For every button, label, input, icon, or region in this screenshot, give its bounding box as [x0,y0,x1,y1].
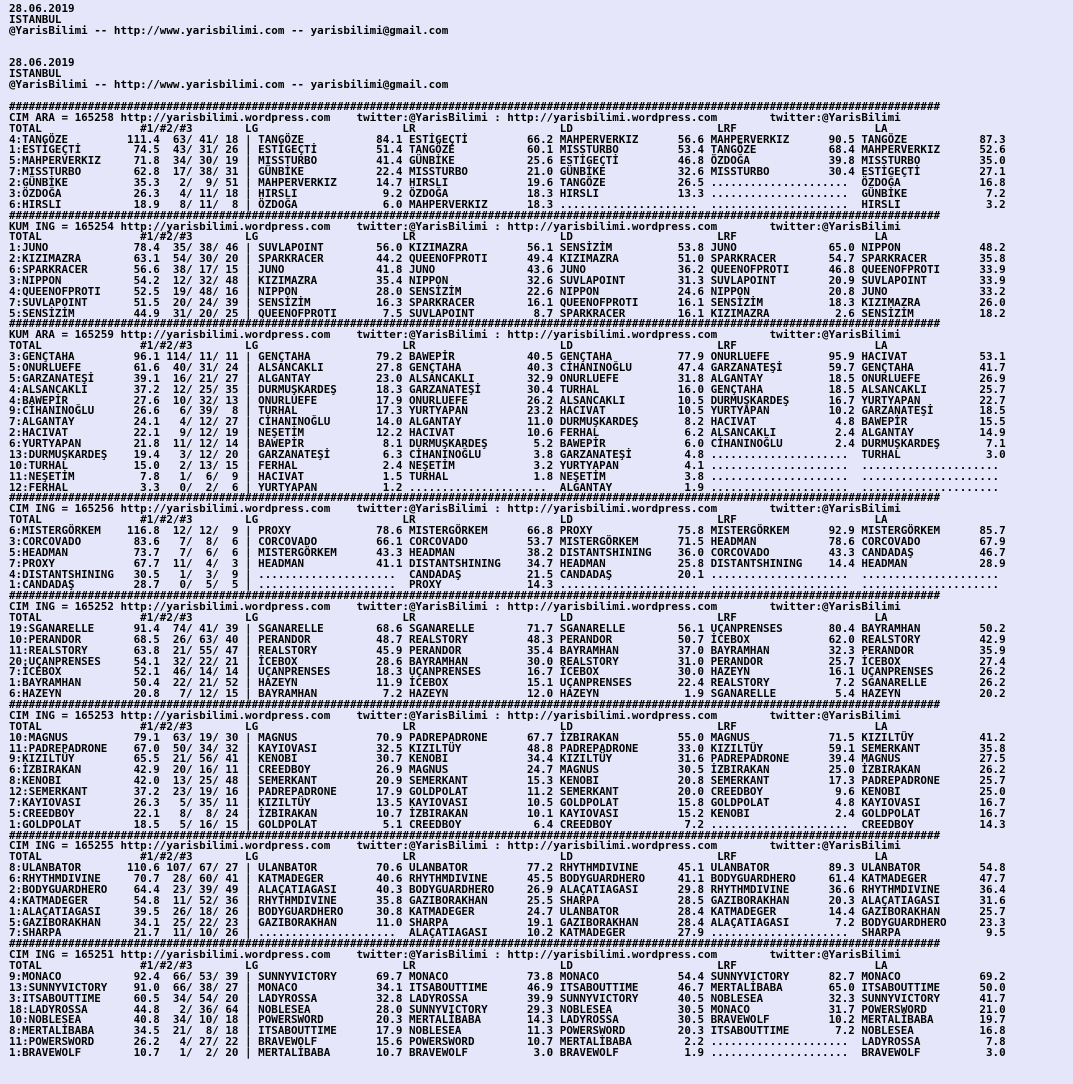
separator-line: ############################################################################################################################################## [9,208,941,222]
result-row: 8:ULANBATOR 110.6 107/ 67/ 27 | ULANBATOR 70.6 ULANBATOR 77.2 RHYTHMDIVINE 45.1 ULANBATOR 89.3 ULANBATOR 54.8 [9,861,1006,875]
column-header: TOTAL #1/#2/#3 LG LR LD LRF LA [9,121,888,135]
result-row: 2:HACIVAT 22.1 9/ 12/ 19 | NEŞETİM 12.2 HACIVAT 10.6 FERHAL 6.2 ALSANCAKLI 2.4 ALGANTAY 14.9 [9,426,1006,440]
result-row: 5:MAHPERVERKIZ 71.8 34/ 30/ 19 | MISSTURBO 41.4 GÜNBİKE 25.6 ESTİGEÇTİ 46.8 ÖZDOĞA 39.8 MISSTURBO 35.0 [9,154,1006,168]
result-row: 4:ALSANCAKLI 37.2 12/ 25/ 35 | DURMUŞKARDEŞ 18.3 GARZANATEŞİ 30.4 TURHAL 16.0 GENÇTAHA 18.5 ALSANCAKLI 25.7 [9,382,1006,396]
separator-line: ############################################################################################################################################## [9,99,941,113]
result-row: 19:SGANARELLE 91.4 74/ 41/ 39 | SGANARELLE 68.6 SGANARELLE 71.7 SGANARELLE 56.1 UÇANPRENSES 80.4 BAYRAMHAN 50.2 [9,621,1006,635]
result-row: 4:DISTANTSHINING 30.5 1/ 3/ 9 | ..................... CANDADAŞ 21.5 CANDADAŞ 20.1 ..................... ..................... [9,567,1000,581]
result-row: 13:DURMUŞKARDEŞ 19.4 3/ 12/ 20 | GARZANATEŞİ 6.3 CİHANINOĞLU 3.8 GARZANATEŞİ 4.8 ..................... TURHAL 3.0 [9,447,1006,461]
result-row: 10:TURHAL 15.0 2/ 13/ 15 | FERHAL 2.4 NEŞETİM 3.2 YURTYAPAN 4.1 ..................... ..................... [9,458,1000,472]
separator-line: ############################################################################################################################################## [9,828,941,842]
header-line: ISTANBUL [9,67,62,81]
result-row: 6:SPARKRACER 56.6 38/ 17/ 15 | JUNO 41.8 JUNO 43.6 JUNO 36.2 QUEENOFPROTI 46.8 QUEENOFPROTI 33.9 [9,263,1006,276]
header-line: 28.06.2019 [9,2,75,15]
race-title: CIM ING = 165252 http://yarisbilimi.wordpress.com twitter:@YarisBilimi : http://yarisbilimi.wordpress.com twitter:@YarisBilimi [9,600,901,614]
result-row: 2:KIZIMAZRA 63.1 54/ 30/ 20 | SPARKRACER 44.2 QUEENOFPROTI 49.4 KIZIMAZRA 51.0 SPARKRACER 54.7 SPARKRACER 35.8 [9,252,1006,266]
result-row: 1:JUNO 78.4 35/ 38/ 46 | SUVLAPOINT 56.0 KIZIMAZRA 56.1 SENSİZİM 53.8 JUNO 65.0 NIPPON 48.2 [9,241,1006,255]
result-row: 6:MISTERGÖRKEM 116.8 12/ 12/ 9 | PROXY 78.6 MISTERGÖRKEM 66.8 PROXY 75.8 MISTERGÖRKEM 92.9 MISTERGÖRKEM 85.7 [9,524,1006,537]
result-row: 5:ONURLUEFE 61.6 40/ 31/ 24 | ALSANCAKLI 27.8 GENÇTAHA 40.3 CİHANINOĞLU 47.4 GARZANATEŞİ 59.7 GENÇTAHA 41.7 [9,360,1006,374]
column-header: TOTAL #1/#2/#3 LG LR LD LRF LA [9,339,888,353]
result-row: 8:KENOBI 42.0 13/ 25/ 48 | SEMERKANT 20.9 SEMERKANT 15.3 KENOBI 20.8 SEMERKANT 17.3 PADREPADRONE 25.7 [9,774,1006,788]
blank-line [9,37,1006,48]
result-row: 1:ALAÇATIAGASI 39.5 26/ 18/ 26 | BODYGUARDHERO 30.8 KATMADEGER 24.7 ULANBATOR 28.4 KATMADEGER 14.4 GAZIBORAKHAN 25.7 [9,904,1006,918]
result-row: 5:HEADMAN 73.7 7/ 6/ 6 | MISTERGÖRKEM 43.3 HEADMAN 38.2 DISTANTSHINING 36.0 CORCOVADO 43.3 CANDADAŞ 46.7 [9,545,1006,559]
result-row: 7:SUVLAPOINT 51.5 20/ 24/ 39 | SENSİZİM 16.3 SPARKRACER 16.1 QUEENOFPROTI 16.1 SENSİZİM 18.3 KIZIMAZRA 26.0 [9,295,1006,309]
result-row: 7:İCEBOX 52.1 46/ 14/ 14 | UÇANPRENSES 18.3 UÇANPRENSES 16.7 İCEBOX 30.0 HAZEYN 16.1 UÇANPRENSES 26.2 [9,665,1006,679]
result-row: 18:LADYROSSA 44.8 2/ 36/ 64 | NOBLESEA 28.0 SUNNYVICTORY 29.3 NOBLESEA 30.5 MONACO 31.7 POWERSWORD 21.0 [9,1002,1006,1016]
result-row: 10:MAGNUS 79.1 63/ 19/ 30 | MAGNUS 70.9 PADREPADRONE 67.7 İZBIRAKAN 55.0 MAGNUS 71.5 KIZILTÜY 41.2 [9,730,1006,744]
separator-line: ############################################################################################################################################## [9,698,941,711]
column-header: TOTAL #1/#2/#3 LG LR LD LRF LA [9,230,888,244]
result-row: 4:TANGÖZE 111.4 63/ 41/ 18 | TANGÖZE 84.1 ESTİGEÇTİ 66.2 MAHPERVERKIZ 56.6 MAHPERVERKIZ 90.5 TANGÖZE 87.3 [9,132,1006,146]
result-row: 4:KATMADEGER 54.8 11/ 52/ 36 | RHYTHMDIVINE 35.8 GAZIBORAKHAN 25.5 SHARPA 28.5 GAZIBORAKHAN 20.3 ALAÇATIAGASI 31.6 [9,893,1006,907]
result-row: 11:REALSTORY 63.8 21/ 55/ 47 | REALSTORY 45.9 PERANDOR 35.4 BAYRAMHAN 37.0 BAYRAMHAN 32.3 PERANDOR 35.9 [9,643,1006,657]
result-row: 5:GARZANATEŞİ 39.1 16/ 21/ 27 | ALGANTAY 23.0 ALSANCAKLI 32.9 ONURLUEFE 31.8 ALGANTAY 18.5 ONURLUEFE 26.9 [9,371,1006,385]
result-row: 10:NOBLESEA 40.8 34/ 10/ 18 | POWERSWORD 20.3 MERTALİBABA 14.3 LADYROSSA 30.5 BRAVEWOLF 10.2 MERTALİBABA 19.7 [9,1013,1006,1027]
result-row: 7:KAYIOVASI 26.3 5/ 35/ 11 | KIZILTÜY 13.5 KAYIOVASI 10.5 GOLDPOLAT 15.8 GOLDPOLAT 4.8 KAYIOVASI 16.7 [9,795,1006,809]
result-row: 1:CANDADAŞ 28.7 0/ 5/ 5 | ..................... PROXY 14.3 ..................... ..................... ..................... [9,578,1000,592]
result-row: 9:MONACO 92.4 66/ 53/ 39 | SUNNYVICTORY 69.7 MONACO 73.8 MONACO 54.4 SUNNYVICTORY 82.7 MONACO 69.2 [9,969,1006,983]
header-line: ISTANBUL [9,12,62,26]
race-title: CIM ARA = 165258 http://yarisbilimi.wordpress.com twitter:@YarisBilimi : http://yarisbilimi.wordpress.com twitter:@YarisBilimi [9,110,901,124]
separator-line: ############################################################################################################################################## [9,937,941,951]
result-row: 10:PERANDOR 68.5 26/ 63/ 40 | PERANDOR 48.7 REALSTORY 48.3 PERANDOR 50.7 İCEBOX 62.0 REALSTORY 42.9 [9,632,1006,646]
result-row: 1:GOLDPOLAT 18.5 5/ 16/ 15 | GOLDPOLAT 5.1 CREEDBOY 6.4 CREEDBOY 7.2 ..................... CREEDBOY 14.3 [9,817,1006,831]
column-header: TOTAL #1/#2/#3 LG LR LD LRF LA [9,513,888,527]
result-row: 2:BODYGUARDHERO 64.4 23/ 39/ 49 | ALAÇATIAGASI 40.3 BODYGUARDHERO 26.9 ALAÇATIAGASI 29.8 RHYTHMDIVINE 36.6 RHYTHMDIVINE 36.4 [9,882,1006,896]
race-title: CIM ING = 165251 http://yarisbilimi.wordpress.com twitter:@YarisBilimi : http://yarisbilimi.wordpress.com twitter:@YarisBilimi [9,948,901,962]
result-row: 6:İZBIRAKAN 42.9 20/ 16/ 11 | CREEDBOY 26.9 MAGNUS 24.7 MAGNUS 30.5 İZBIRAKAN 25.0 İZBIRAKAN 26.2 [9,763,1006,777]
result-row: 7:ALGANTAY 24.1 4/ 12/ 27 | CİHANINOĞLU 14.0 ALGANTAY 11.0 DURMUŞKARDEŞ 8.2 HACIVAT 4.8 BAWEPİR 15.5 [9,415,1006,429]
result-row: 1:ESTİGEÇTİ 74.5 43/ 31/ 26 | ESTİGEÇTİ 51.4 TANGÖZE 60.1 MISSTURBO 53.4 TANGÖZE 68.4 MAHPERVERKIZ 52.6 [9,143,1006,157]
header-line: 28.06.2019 [9,56,75,70]
result-row: 3:CORCOVADO 83.6 7/ 8/ 6 | CORCOVADO 66.1 CORCOVADO 53.7 MISTERGÖRKEM 71.5 HEADMAN 78.6 CORCOVADO 67.9 [9,534,1006,548]
race-title: CIM ING = 165256 http://yarisbilimi.wordpress.com twitter:@YarisBilimi : http://yarisbilimi.wordpress.com twitter:@YarisBilimi [9,502,901,516]
header-line: @YarisBilimi -- http://www.yarisbilimi.com -- yarisbilimi@gmail.com [9,23,449,37]
column-header: TOTAL #1/#2/#3 LG LR LD LRF LA [9,850,888,864]
result-row: 6:HAZEYN 20.8 7/ 12/ 15 | BAYRAMHAN 7.2 HAZEYN 12.0 HAZEYN 1.9 SGANARELLE 5.4 HAZEYN 20.2 [9,687,1006,701]
result-row: 4:BAWEPİR 27.6 10/ 32/ 13 | ONURLUEFE 17.9 ONURLUEFE 26.2 ALSANCAKLI 10.5 DURMUŞKARDEŞ 16.7 YURTYAPAN 22.7 [9,393,1006,407]
result-row: 7:PROXY 67.7 11/ 4/ 3 | HEADMAN 41.1 DISTANTSHINING 34.7 HEADMAN 25.8 DISTANTSHINING 14.4 HEADMAN 28.9 [9,556,1006,570]
result-row: 6:HIRSLI 18.9 8/ 11/ 8 | ÖZDOĞA 6.0 MAHPERVERKIZ 18.3 ..................... ..................... HIRSLI 3.2 [9,197,1006,211]
result-row: 4:QUEENOFPROTI 52.5 19/ 48/ 16 | NIPPON 28.0 SENSİZİM 22.6 NIPPON 24.6 NIPPON 20.8 JUNO 33.2 [9,284,1006,298]
result-row: 5:SENSİZİM 44.9 31/ 20/ 25 | QUEENOFPROTI 7.5 SUVLAPOINT 8.7 SPARKRACER 16.1 KIZIMAZRA 2.6 SENSİZİM 18.2 [9,306,1006,320]
result-row: 6:YURTYAPAN 21.8 11/ 12/ 14 | BAWEPİR 8.1 DURMUŞKARDEŞ 5.2 BAWEPİR 6.0 CİHANINOĞLU 2.4 DURMUŞKARDEŞ 7.1 [9,437,1006,450]
result-row: 12:SEMERKANT 37.2 23/ 19/ 16 | PADREPADRONE 17.9 GOLDPOLAT 11.2 SEMERKANT 20.0 CREEDBOY 9.6 KENOBI 25.0 [9,785,1006,798]
result-row: 5:GAZIBORAKHAN 34.1 25/ 22/ 23 | GAZIBORAKHAN 11.0 SHARPA 19.1 GAZIBORAKHAN 28.4 ALAÇATIAGASI 7.2 BODYGUARDHERO 23.3 [9,915,1006,929]
column-header: TOTAL #1/#2/#3 LG LR LD LRF LA [9,611,888,624]
result-row: 1:BRAVEWOLF 10.7 1/ 2/ 20 | MERTALİBABA 10.7 BRAVEWOLF 3.0 BRAVEWOLF 1.9 ..................... BRAVEWOLF 3.0 [9,1046,1006,1059]
result-row: 11:POWERSWORD 26.2 4/ 27/ 22 | BRAVEWOLF 15.6 POWERSWORD 10.7 MERTALİBABA 2.2 ..................... LADYROSSA 7.8 [9,1035,1006,1049]
blank-line [9,48,1006,59]
result-row: 8:MERTALİBABA 34.5 21/ 8/ 18 | ITSABOUTTIME 17.9 NOBLESEA 11.3 POWERSWORD 20.3 ITSABOUTTIME 7.2 NOBLESEA 16.8 [9,1024,1006,1038]
result-row: 9:KIZILTÜY 65.5 21/ 56/ 41 | KENOBI 30.7 KENOBI 34.4 KIZILTÜY 31.6 PADREPADRONE 39.4 MAGNUS 27.5 [9,752,1006,766]
result-row: 13:SUNNYVICTORY 91.0 66/ 38/ 27 | MONACO 34.1 ITSABOUTTIME 46.9 ITSABOUTTIME 46.7 MERTALİBABA 65.0 ITSABOUTTIME 50.0 [9,980,1006,994]
result-row: 3:GENÇTAHA 96.1 114/ 11/ 11 | GENÇTAHA 79.2 BAWEPİR 40.5 GENÇTAHA 77.9 ONURLUEFE 95.9 HACIVAT 53.1 [9,350,1006,363]
result-row: 20:UÇANPRENSES 54.1 32/ 22/ 21 | İCEBOX 28.6 BAYRAMHAN 30.0 REALSTORY 31.0 PERANDOR 25.7 İCEBOX 27.4 [9,654,1006,668]
result-row: 3:ITSABOUTTIME 60.5 34/ 54/ 20 | LADYROSSA 32.8 LADYROSSA 39.9 SUNNYVICTORY 40.5 NOBLESEA 32.3 SUNNYVICTORY 41.7 [9,991,1006,1005]
result-row: 3:NIPPON 54.2 12/ 32/ 48 | KIZIMAZRA 35.4 NIPPON 32.6 SUVLAPOINT 31.3 SUVLAPOINT 20.9 SUVLAPOINT 33.9 [9,273,1006,287]
result-row: 9:CİHANINOĞLU 26.6 6/ 39/ 8 | TURHAL 17.3 YURTYAPAN 23.2 HACIVAT 10.5 YURTYAPAN 10.2 GARZANATEŞİ 18.5 [9,404,1006,418]
result-row: 12:FERHAL 3.3 0/ 2/ 6 | YURTYAPAN 1.2 ..................... ALGANTAY 1.9 ..................... ..................... [9,480,1000,494]
separator-line: ############################################################################################################################################## [9,491,941,505]
race-title: CIM ING = 165253 http://yarisbilimi.wordpress.com twitter:@YarisBilimi : http://yarisbilimi.wordpress.com twitter:@YarisBilimi [9,708,901,722]
column-header: TOTAL #1/#2/#3 LG LR LD LRF LA [9,959,888,972]
result-row: 11:PADREPADRONE 67.0 50/ 34/ 32 | KAYIOVASI 32.5 KIZILTÜY 48.8 PADREPADRONE 33.0 KIZILTÜY 59.1 SEMERKANT 35.8 [9,741,1006,755]
header-line: @YarisBilimi -- http://www.yarisbilimi.com -- yarisbilimi@gmail.com [9,78,449,92]
result-row: 7:SHARPA 21.7 11/ 10/ 26 | ..................... ALAÇATIAGASI 10.2 KATMADEGER 27.9 ..................... SHARPA 9.5 [9,926,1006,940]
result-row: 11:NEŞETİM 7.8 1/ 6/ 9 | HACIVAT 1.5 TURHAL 1.8 NEŞETİM 3.8 ..................... ..................... [9,469,1000,483]
result-row: 3:ÖZDOĞA 26.3 4/ 11/ 18 | HIRSLI 9.2 ÖZDOĞA 18.3 HIRSLI 13.3 ..................... GÜNBİKE 7.2 [9,186,1006,200]
race-report-document [9,4,1006,1059]
separator-line: ############################################################################################################################################## [9,589,941,603]
result-row: 2:GÜNBİKE 35.3 2/ 9/ 51 | MAHPERVERKIZ 14.7 HIRSLI 19.6 TANGÖZE 26.5 ..................... ÖZDOĞA 16.8 [9,176,1006,189]
race-title: CIM ING = 165255 http://yarisbilimi.wordpress.com twitter:@YarisBilimi : http://yarisbilimi.wordpress.com twitter:@YarisBilimi [9,839,901,853]
race-title: KUM ING = 165254 http://yarisbilimi.wordpress.com twitter:@YarisBilimi : http://yarisbilimi.wordpress.com twitter:@YarisBilimi [9,219,901,233]
result-row: 6:RHYTHMDIVINE 70.7 28/ 60/ 41 | KATMADEGER 40.6 RHYTHMDIVINE 45.5 BODYGUARDHERO 41.1 BODYGUARDHERO 61.4 KATMADEGER 47.7 [9,872,1006,885]
result-row: 5:CREEDBOY 22.1 8/ 8/ 24 | İZBIRAKAN 10.7 İZBIRAKAN 10.1 KAYIOVASI 15.2 KENOBI 2.4 GOLDPOLAT 16.7 [9,806,1006,820]
result-row: 7:MISSTURBO 62.8 17/ 38/ 31 | GÜNBİKE 22.4 MISSTURBO 21.0 GÜNBİKE 32.6 MISSTURBO 30.4 ESTİGEÇTİ 27.1 [9,165,1006,179]
race-title: KUM ARA = 165259 http://yarisbilimi.wordpress.com twitter:@YarisBilimi : http://yarisbilimi.wordpress.com twitter:@YarisBilimi [9,328,901,342]
result-row: 1:BAYRAMHAN 50.4 22/ 21/ 52 | HAZEYN 11.9 İCEBOX 15.1 UÇANPRENSES 22.4 REALSTORY 7.2 SGANARELLE 26.2 [9,676,1006,690]
column-header: TOTAL #1/#2/#3 LG LR LD LRF LA [9,719,888,733]
separator-line: ############################################################################################################################################## [9,317,941,331]
